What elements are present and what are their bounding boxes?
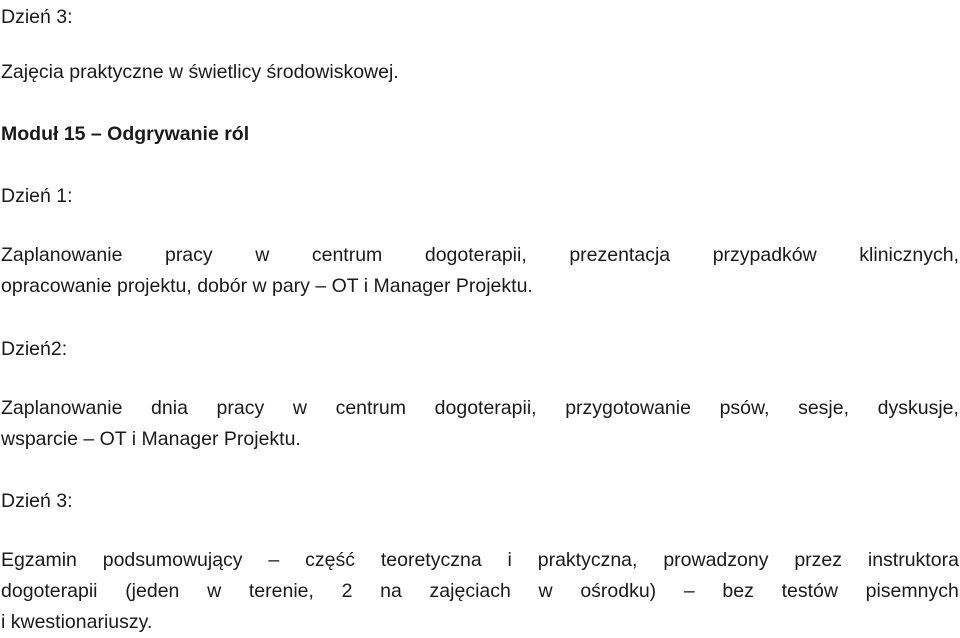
day1-paragraph-line-2: opracowanie projektu, dobór w pary – OT i Manager Projektu. xyxy=(1,275,533,297)
day3-paragraph xyxy=(1,545,959,638)
day1-paragraph-line-1: Zaplanowanie pracy w centrum dogoterapii, prezentacja przypadków klinicznych, xyxy=(1,244,959,266)
day2-paragraph-line-2: wsparcie – OT i Manager Projektu. xyxy=(1,428,301,450)
day2-paragraph xyxy=(1,393,959,455)
practical-classes-text: Zajęcia praktyczne w świetlicy środowiskowej. xyxy=(1,61,399,83)
day1-paragraph xyxy=(1,240,959,302)
day1-label: Dzień 1: xyxy=(1,185,73,207)
day3-paragraph-line-1: Egzamin podsumowujący – część teoretyczna i praktyczna, prowadzony przez instruktora xyxy=(1,549,959,571)
day3-paragraph-line-3: i kwestionariuszy. xyxy=(1,611,153,633)
day3-paragraph-line-2: dogoterapii (jeden w terenie, 2 na zajęciach w ośrodku) – bez testów pisemnych xyxy=(1,580,959,602)
module-heading: Moduł 15 – Odgrywanie ról xyxy=(1,123,250,145)
day2-paragraph-line-1: Zaplanowanie dnia pracy w centrum dogoterapii, przygotowanie psów, sesje, dyskusje, xyxy=(1,397,959,419)
day3-label: Dzień 3: xyxy=(1,490,73,512)
day3-label-top: Dzień 3: xyxy=(1,6,73,28)
day2-label: Dzień2: xyxy=(1,338,68,360)
